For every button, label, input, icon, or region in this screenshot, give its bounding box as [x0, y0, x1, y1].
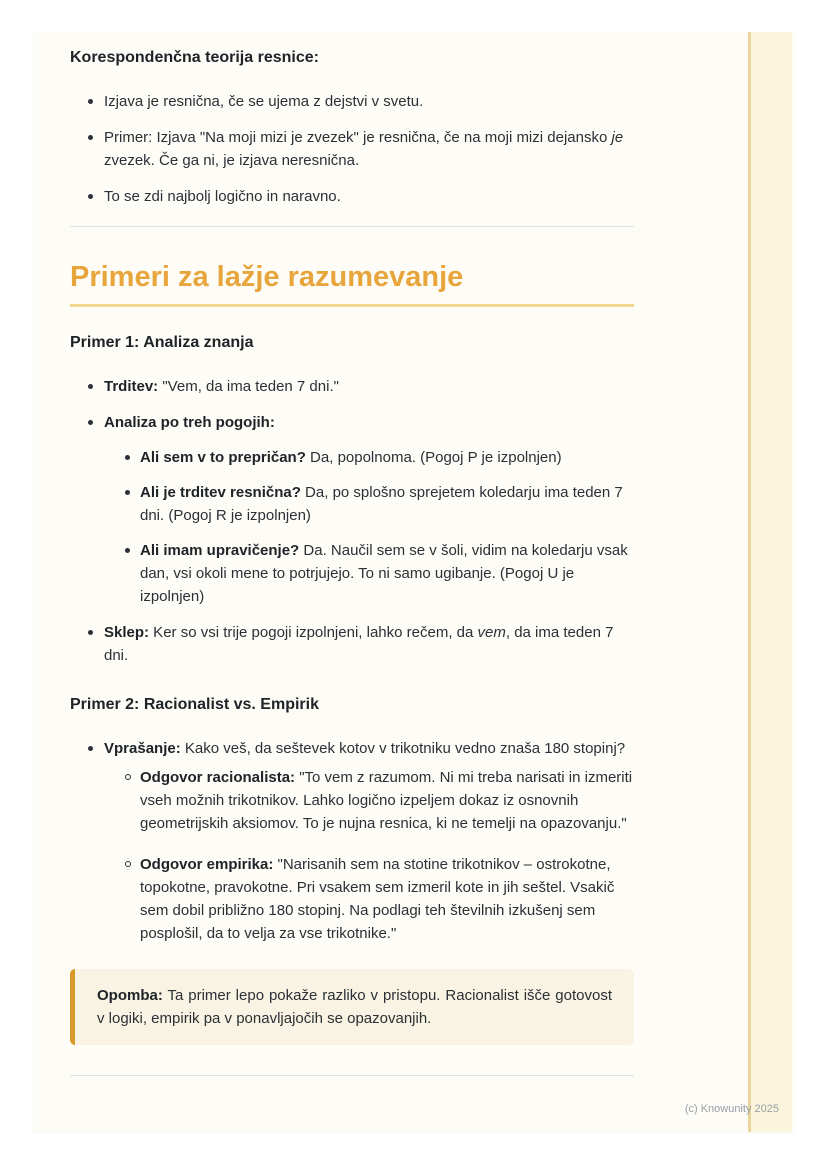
list-item-lead: Sklep: [104, 624, 150, 641]
list-item-text: Kako veš, da seštevek kotov v trikotniku vedno znaša 180 stopinj? [180, 740, 626, 757]
primer1-heading: Primer 1: Analiza znanja [70, 334, 254, 351]
list-item-text: zvezek. Če ga ni, je izjava neresnična. [104, 152, 360, 169]
list-item [70, 90, 634, 113]
list-item-text: Da, popolnoma. (Pogoj P je izpolnjen) [305, 449, 562, 466]
list-item-text: Da, po splošno sprejetem koledarju ima teden 7 dni. (Pogoj R je izpolnjen) [140, 484, 623, 524]
list-item-lead: Ali je trditev resnična? [140, 484, 301, 501]
list-item [70, 126, 634, 172]
section-divider [70, 226, 634, 227]
primer2-list [70, 737, 634, 945]
list-item-lead: Ali imam upravičenje? [140, 542, 300, 559]
italic-word: vem [477, 624, 506, 641]
italic-word: je [611, 129, 624, 146]
primer2-heading: Primer 2: Racionalist vs. Empirik [70, 696, 319, 713]
list-item [104, 853, 634, 945]
list-item-lead: Odgovor empirika: [140, 856, 274, 873]
document-card [33, 32, 795, 1132]
primer1-list [70, 375, 634, 667]
list-item-text: , da ima teden 7 dni. [104, 624, 614, 664]
intro-bullet-list [70, 90, 634, 208]
list-item [104, 539, 634, 608]
primer2-sublist [104, 766, 634, 945]
side-accent-band [748, 32, 792, 1132]
note-text: Ta primer lepo pokaže razliko v pristopu. Racionalist išče gotovost v logiki, empirik pa v ponavljajočih se opazovanjih. [97, 987, 612, 1027]
note-callout [70, 969, 634, 1045]
list-item-text: Primer: Izjava "Na moji mizi je zvezek" je resnična, če na moji mizi dejansko [104, 129, 612, 146]
footer-credit: (c) Knowunity 2025 [684, 1103, 779, 1115]
list-item-text: "Vem, da ima teden 7 dni." [158, 378, 339, 395]
list-item [70, 621, 634, 667]
list-item-lead: Ali sem v to prepričan? [140, 449, 306, 466]
list-item [104, 446, 634, 469]
intro-heading: Korespondenčna teorija resnice: [70, 49, 319, 66]
list-item [70, 185, 634, 208]
list-item-text: Izjava je resnična, če se ujema z dejstvi v svetu. [104, 93, 424, 110]
list-item-lead: Vprašanje: [104, 740, 181, 757]
list-item [104, 481, 634, 527]
list-item-text: To se zdi najbolj logično in naravno. [104, 188, 341, 205]
primer1-sublist [104, 446, 634, 608]
main-heading: Primeri za lažje razumevanje [70, 260, 634, 307]
list-item-lead: Analiza po treh pogojih: [104, 414, 275, 431]
document-content [70, 32, 634, 1076]
list-item [104, 766, 634, 835]
list-item-lead: Odgovor racionalista: [140, 769, 296, 786]
list-item-text: Ker so vsi trije pogoji izpolnjeni, lahko rečem, da [149, 624, 478, 641]
list-item [70, 375, 634, 398]
list-item-text: "Narisanih sem na stotine trikotnikov – ostrokotne, topokotne, pravokotne. Pri vsakem sem izmeril kote in jih seštel. Vsakič sem dobil približno 180 stopinj. Na podlagi teh številnih izkušenj sem posplošil, da to velja za vse trikotnike." [140, 856, 615, 942]
list-item-text: Da. Naučil sem se v šoli, vidim na koledarju vsak dan, vsi okoli mene to potrjujejo. To ni samo ugibanje. (Pogoj U je izpolnjen) [140, 542, 628, 605]
list-item [70, 411, 634, 608]
bottom-divider [70, 1075, 634, 1076]
note-lead: Opomba: [97, 987, 163, 1004]
list-item-lead: Trditev: [104, 378, 159, 395]
list-item-text: "To vem z razumom. Ni mi treba narisati in izmeriti vseh možnih trikotnikov. Lahko logično izpeljem dokaz iz osnovnih geometrijskih aksiomov. To je nujna resnica, ki ne temelji na opazovanju." [140, 769, 633, 832]
list-item [70, 737, 634, 945]
